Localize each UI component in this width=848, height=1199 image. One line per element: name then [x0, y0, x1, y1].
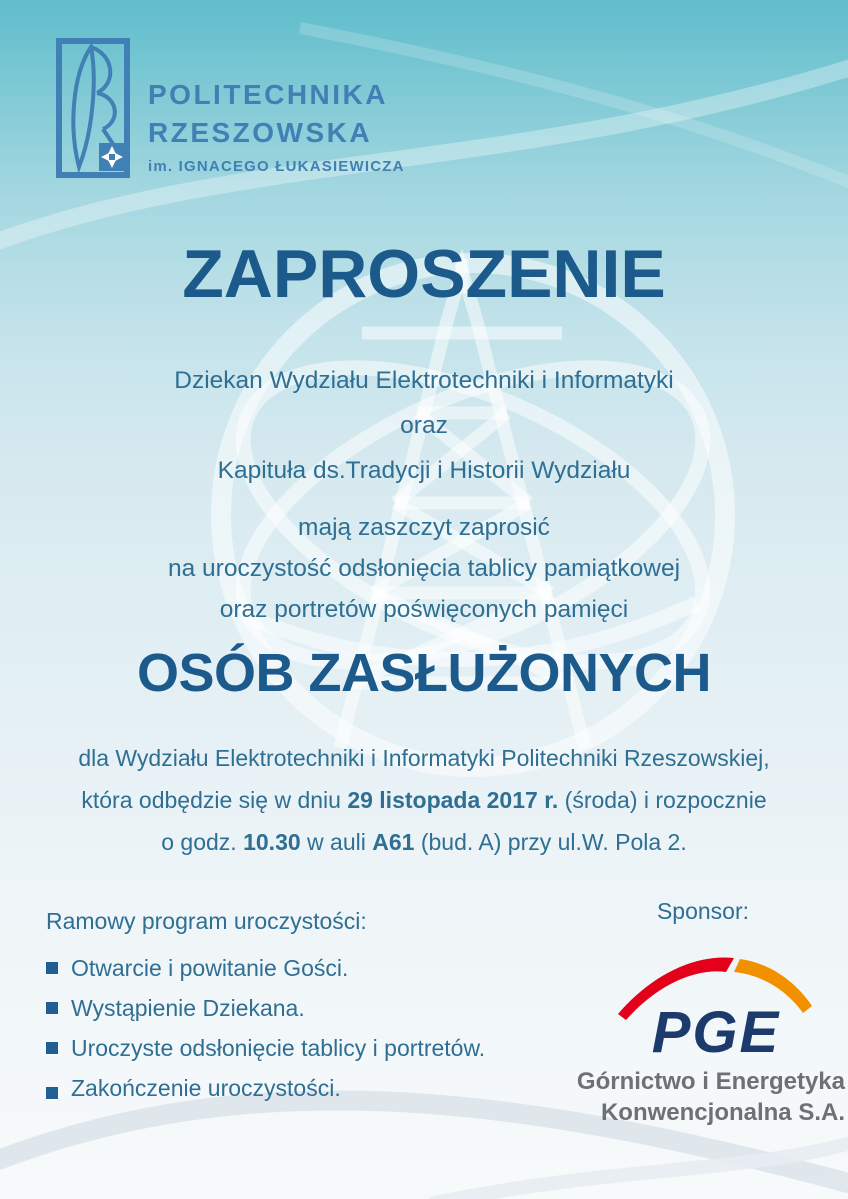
program-item-label: Otwarcie i powitanie Gości.: [71, 954, 349, 981]
event-date: 29 listopada 2017 r.: [347, 787, 559, 813]
brand-line-1: POLITECHNIKA: [148, 79, 388, 110]
sponsor-name-line-2: Konwencjonalna S.A.: [600, 1099, 845, 1126]
hosts-line-3: Kapituła ds.Tradycji i Historii Wydziału: [217, 457, 631, 484]
university-name: [148, 76, 405, 175]
program-item-label: Uroczyste odsłonięcie tablicy i portretów.: [71, 1034, 486, 1061]
invitation-line-3: oraz portretów poświęconych pamięci: [219, 596, 629, 623]
program-item: [46, 1028, 485, 1068]
pge-logo-icon: [612, 950, 820, 1068]
program-item-label: Wystąpienie Dziekana.: [71, 994, 305, 1021]
details-line-2: która odbędzie się w dniu 29 listopada 2017 r. (środa) i rozpocznie: [81, 787, 767, 813]
square-bullet-icon: [46, 1087, 58, 1099]
invitation-line-2: na uroczystość odsłonięcia tablicy pamiątkowej: [167, 555, 681, 582]
hosts-paragraph: [0, 358, 848, 493]
invitation-line-1: mają zaszczyt zaprosić: [298, 514, 550, 541]
program-item-label: Zakończenie uroczystości.: [71, 1074, 341, 1101]
event-details-paragraph: [0, 737, 848, 863]
invitation-paragraph: [0, 507, 848, 630]
program-item: [46, 948, 485, 988]
square-bullet-icon: [46, 1042, 58, 1054]
university-logo-icon: [55, 37, 131, 179]
event-time: 10.30: [243, 829, 301, 855]
program-item: [46, 1068, 485, 1108]
program-heading: Ramowy program uroczystości:: [46, 908, 367, 934]
hosts-line-1: Dziekan Wydziału Elektrotechniki i Informatyki: [174, 367, 674, 394]
program-item: [46, 988, 485, 1028]
brand-line-2: RZESZOWSKA: [148, 117, 373, 148]
page-title: ZAPROSZENIE: [182, 236, 666, 312]
pge-logo-text: PGE: [651, 1000, 781, 1065]
honorees-heading: OSÓB ZASŁUŻONYCH: [136, 643, 711, 703]
sponsor-name-line-1: Górnictwo i Energetyka: [576, 1068, 845, 1095]
details-line-3: o godz. 10.30 w auli A61 (bud. A) przy ul.W. Pola 2.: [161, 829, 687, 855]
sponsor-name: [525, 1066, 845, 1128]
event-room: A61: [372, 829, 415, 855]
sponsor-label: Sponsor:: [656, 898, 750, 924]
details-line-1: dla Wydziału Elektrotechniki i Informatyki Politechniki Rzeszowskiej,: [78, 745, 770, 771]
square-bullet-icon: [46, 962, 58, 974]
square-bullet-icon: [46, 1002, 58, 1014]
brand-line-3: im. IGNACEGO ŁUKASIEWICZA: [148, 158, 405, 175]
program-section: [46, 906, 485, 1108]
hosts-line-2: oraz: [400, 412, 448, 439]
